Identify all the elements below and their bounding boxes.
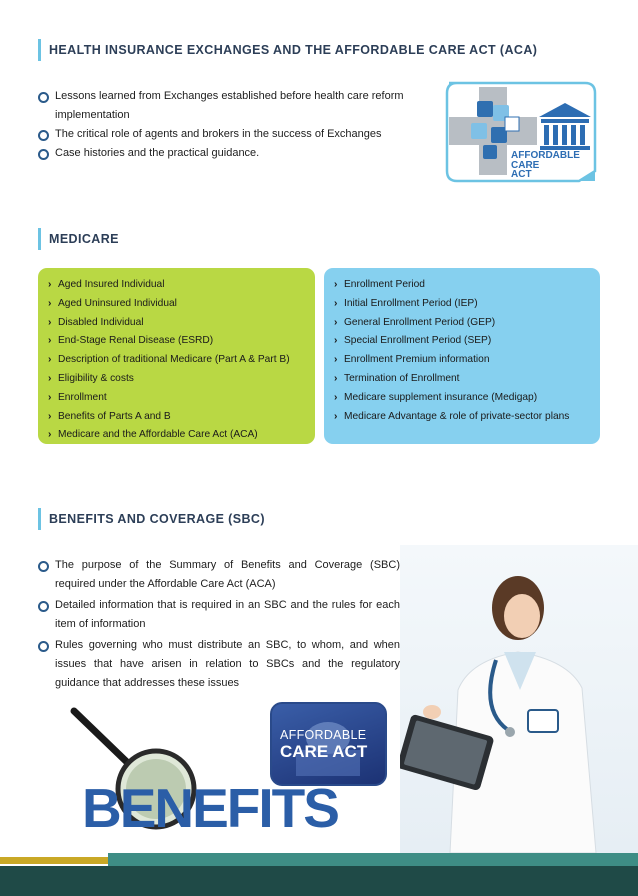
medicare-left-list bbox=[48, 276, 305, 445]
chevron-right-icon: › bbox=[334, 297, 338, 309]
bullet-circle-icon bbox=[38, 92, 49, 103]
list-item: › Medicare and the Affordable Care Act (ACA) bbox=[48, 426, 305, 445]
list-item: › Disabled Individual bbox=[48, 314, 305, 333]
chevron-right-icon: › bbox=[48, 316, 52, 328]
list-item: › Enrollment Period bbox=[334, 276, 590, 295]
list-item: Rules governing who must distribute an SBC, to whom, and when issues that have arisen in relation to SBCs and the regulatory guidance that addresses these issues bbox=[38, 636, 400, 693]
list-item: › General Enrollment Period (GEP) bbox=[334, 314, 590, 333]
list-item: › Medicare supplement insurance (Medigap) bbox=[334, 389, 590, 408]
chevron-right-icon: › bbox=[48, 335, 52, 347]
list-item: Detailed information that is required in an SBC and the rules for each item of information bbox=[38, 596, 400, 634]
chevron-right-icon: › bbox=[48, 354, 52, 366]
chevron-right-icon: › bbox=[48, 429, 52, 441]
chevron-right-icon: › bbox=[334, 410, 338, 422]
sbc-bullet-list bbox=[38, 556, 400, 693]
list-item: › Description of traditional Medicare (Part A & Part B) bbox=[48, 351, 305, 370]
section-title-sbc: BENEFITS AND COVERAGE (SBC) bbox=[38, 508, 265, 530]
list-item: › Initial Enrollment Period (IEP) bbox=[334, 295, 590, 314]
list-item: The critical role of agents and brokers in the success of Exchanges bbox=[38, 125, 438, 144]
list-item: Lessons learned from Exchanges established before health care reform implementation bbox=[38, 87, 438, 125]
section-title-medicare: MEDICARE bbox=[38, 228, 119, 250]
bullet-circle-icon bbox=[38, 601, 49, 612]
chevron-right-icon: › bbox=[48, 372, 52, 384]
aca-logo-text: AFFORDABLE CARE ACT bbox=[511, 150, 580, 180]
bullet-circle-icon bbox=[38, 130, 49, 141]
list-item: › Medicare Advantage & role of private-sector plans bbox=[334, 408, 590, 427]
chevron-right-icon: › bbox=[334, 391, 338, 403]
list-item: › Termination of Enrollment bbox=[334, 370, 590, 389]
medicare-right-box bbox=[324, 268, 600, 444]
chevron-right-icon: › bbox=[334, 279, 338, 290]
chevron-right-icon: › bbox=[334, 335, 338, 347]
chevron-right-icon: › bbox=[48, 391, 52, 403]
list-item: › End-Stage Renal Disease (ESRD) bbox=[48, 332, 305, 351]
chevron-right-icon: › bbox=[334, 354, 338, 366]
list-item: › Enrollment bbox=[48, 389, 305, 408]
medicare-left-box bbox=[38, 268, 315, 444]
chevron-right-icon: › bbox=[48, 279, 52, 290]
list-item: The purpose of the Summary of Benefits and Coverage (SBC) required under the Affordable Care Act (ACA) bbox=[38, 556, 400, 594]
aca-badge bbox=[270, 702, 387, 786]
footer-band bbox=[0, 866, 638, 896]
list-item: › Benefits of Parts A and B bbox=[48, 408, 305, 427]
badge-line-1: AFFORDABLE bbox=[280, 728, 367, 742]
chevron-right-icon: › bbox=[48, 297, 52, 309]
medicare-right-list bbox=[334, 276, 590, 426]
doctor-photo bbox=[400, 560, 638, 853]
badge-line-2: CARE ACT bbox=[280, 742, 368, 761]
list-item: › Aged Uninsured Individual bbox=[48, 295, 305, 314]
chevron-right-icon: › bbox=[334, 372, 338, 384]
list-item: Case histories and the practical guidance. bbox=[38, 144, 438, 163]
chevron-right-icon: › bbox=[334, 316, 338, 328]
bullet-circle-icon bbox=[38, 149, 49, 160]
aca-logo bbox=[443, 79, 599, 185]
list-item: › Special Enrollment Period (SEP) bbox=[334, 332, 590, 351]
list-item: › Aged Insured Individual bbox=[48, 276, 305, 295]
footer-stripe-gold bbox=[0, 857, 110, 864]
footer-stripe-teal bbox=[108, 853, 638, 867]
bullet-circle-icon bbox=[38, 641, 49, 652]
list-item: › Eligibility & costs bbox=[48, 370, 305, 389]
section-title-exchanges: HEALTH INSURANCE EXCHANGES AND THE AFFORDABLE CARE ACT (ACA) bbox=[38, 39, 537, 61]
list-item: › Enrollment Premium information bbox=[334, 351, 590, 370]
chevron-right-icon: › bbox=[48, 410, 52, 422]
bullet-circle-icon bbox=[38, 561, 49, 572]
benefits-word: BENEFITS bbox=[82, 777, 338, 839]
exchanges-bullet-list bbox=[38, 87, 438, 163]
